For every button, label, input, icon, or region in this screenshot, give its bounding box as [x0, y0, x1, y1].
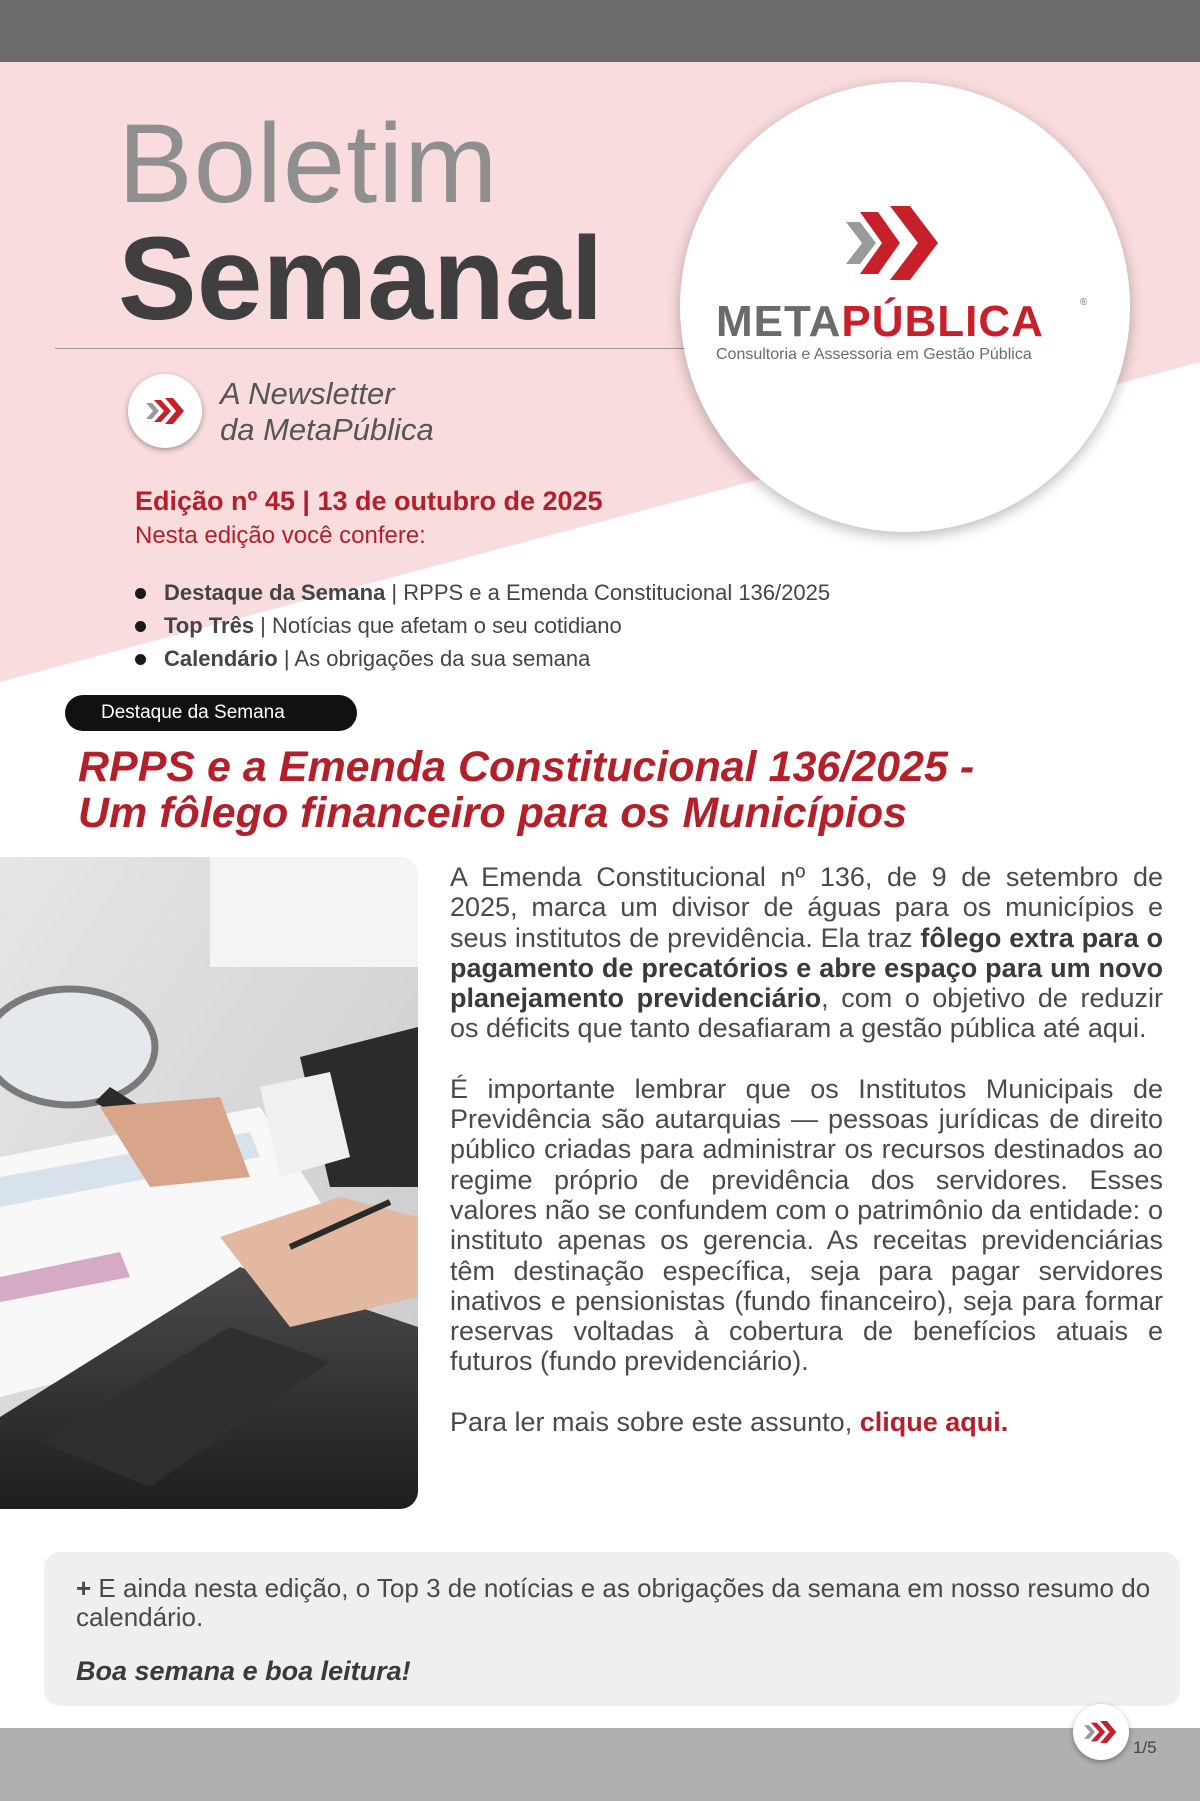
chevron-arrow-icon	[1084, 1720, 1118, 1744]
brand-tagline: Consultoria e Assessoria em Gestão Pública	[716, 346, 1032, 363]
title-semanal: Semanal	[118, 213, 604, 345]
toc-item[interactable]	[135, 576, 830, 609]
closing-sign-off: Boa semana e boa leitura!	[76, 1656, 411, 1686]
toc-item-title: Top Três	[164, 613, 255, 638]
title-divider	[55, 348, 685, 349]
toc-item-desc: | RPPS e a Emenda Constitucional 136/2025	[385, 580, 831, 605]
p1-highlight: fôlego extra para o pagamento de precatórios e abre espaço para um novo planejamento previdenciário	[450, 922, 1163, 1014]
article-body	[450, 862, 1163, 1467]
article-paragraph-1	[450, 862, 1163, 1044]
top-bar	[0, 0, 1200, 62]
section-pill: Destaque da Semana	[65, 695, 357, 731]
article-paragraph-3	[450, 1407, 1163, 1437]
toc-item[interactable]	[135, 609, 830, 642]
edition-label: Edição nº 45 | 13 de outubro de 2025	[135, 486, 603, 516]
bullet-icon	[135, 654, 146, 665]
registered-mark: ®	[1080, 297, 1088, 308]
closing-note-text	[76, 1574, 1161, 1632]
toc-item-title: Destaque da Semana	[164, 580, 386, 605]
table-of-contents	[135, 576, 830, 675]
newsletter-tagline	[220, 376, 434, 448]
toc-item[interactable]	[135, 642, 830, 675]
brand-name-meta: META	[716, 297, 842, 346]
newsletter-line1: A Newsletter	[220, 376, 395, 411]
edition-intro: Nesta edição você confere:	[135, 522, 426, 549]
newsletter-badge	[128, 374, 202, 448]
brand-name-publica: PÚBLICA	[841, 297, 1044, 346]
toc-item-title: Calendário	[164, 646, 278, 671]
p1-text-b: , com o objetivo de reduzir os déficits que tanto desafiaram a gestão pública até aqui.	[450, 983, 1163, 1044]
brand-name	[716, 297, 1044, 346]
page-number: 1/5	[1133, 1738, 1157, 1757]
headline-line2: Um fôlego financeiro para os Municípios	[78, 789, 908, 837]
bullet-icon	[135, 621, 146, 632]
p1-text-a: A Emenda Constitucional nº 136, de 9 de setembro de 2025, marca um divisor de águas para os municípios e seus institutos de previdência. Ela traz	[450, 862, 1163, 953]
p3-prefix: Para ler mais sobre este assunto,	[450, 1406, 860, 1437]
double-chevron-arrow-icon	[846, 206, 950, 280]
closing-note-body: E ainda nesta edição, o Top 3 de notícias e as obrigações da semana em nosso resumo do calendário.	[76, 1573, 1151, 1632]
footer-bar	[0, 1728, 1200, 1801]
article-paragraph-2: É importante lembrar que os Institutos Municipais de Previdência são autarquias — pessoas jurídicas de direito público criadas para administrar os recursos destinados ao regime próprio de previdência dos servidores. Esses valores não se confundem com o patrimônio da entidade: o instituto apenas os gerencia. As receitas previdenciárias têm destinação específica, seja para pagar servidores inativos e pensionistas (fundo financeiro), seja para formar reservas voltadas à cobertura de benefícios atuais e futuros (fundo previdenciário).	[450, 1073, 1163, 1377]
bullet-icon	[135, 588, 146, 599]
toc-item-desc: | Notícias que afetam o seu cotidiano	[254, 613, 622, 638]
plus-icon: +	[76, 1573, 92, 1603]
read-more-link[interactable]: clique aqui.	[859, 1406, 1009, 1437]
article-photo	[0, 857, 418, 1509]
toc-item-desc: | As obrigações da sua semana	[277, 646, 591, 671]
footer-logo-badge	[1073, 1704, 1129, 1760]
chevron-arrow-icon	[146, 398, 186, 424]
title-boletim: Boletim	[118, 101, 499, 226]
headline-line1: RPPS e a Emenda Constitucional 136/2025 -	[78, 743, 975, 791]
newsletter-line2: da MetaPública	[220, 412, 434, 447]
article-headline	[78, 744, 974, 836]
